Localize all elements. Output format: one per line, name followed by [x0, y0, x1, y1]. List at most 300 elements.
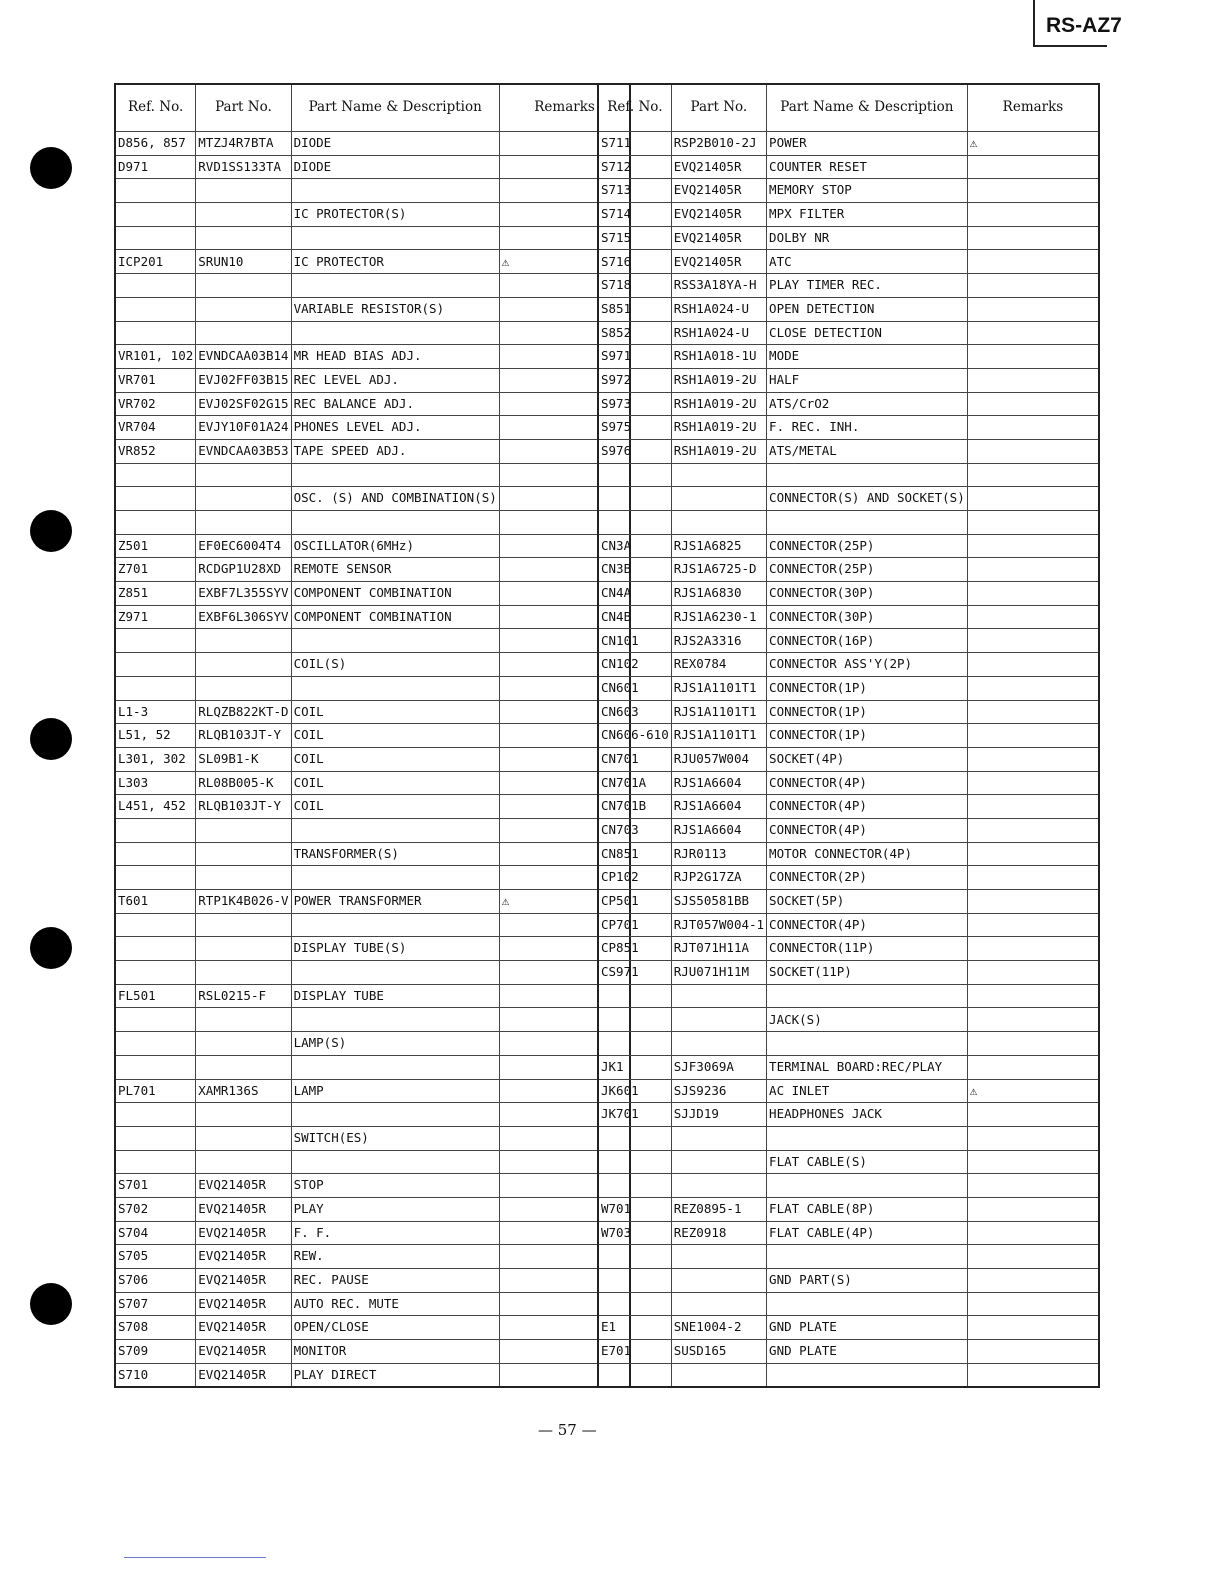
description-cell: FLAT CABLE(4P) [767, 1221, 968, 1245]
remarks-cell [967, 179, 1099, 203]
table-row [115, 984, 630, 1008]
ref-no-cell [598, 1008, 671, 1032]
table-row [598, 1197, 1099, 1221]
part-no-cell: EVQ21405R [196, 1269, 291, 1293]
part-no-cell: RSH1A024-U [671, 321, 766, 345]
part-no-cell [196, 487, 291, 511]
table-row [115, 439, 630, 463]
part-no-cell: EVQ21405R [196, 1292, 291, 1316]
remarks-cell [967, 1245, 1099, 1269]
ref-no-cell: T601 [115, 890, 196, 914]
remarks-cell [967, 558, 1099, 582]
part-no-cell: RJS1A6604 [671, 818, 766, 842]
ref-no-cell [115, 179, 196, 203]
table-row [598, 1221, 1099, 1245]
remarks-cell [967, 321, 1099, 345]
table-row [598, 937, 1099, 961]
part-no-cell: RJS1A6825 [671, 534, 766, 558]
remarks-cell [967, 250, 1099, 274]
description-cell: PLAY TIMER REC. [767, 274, 968, 298]
remarks-cell [967, 1174, 1099, 1198]
ref-no-cell: VR852 [115, 439, 196, 463]
table-row [115, 487, 630, 511]
part-no-cell: SJS9236 [671, 1079, 766, 1103]
ref-no-cell: L51, 52 [115, 724, 196, 748]
ref-no-cell: Z851 [115, 582, 196, 606]
ref-no-cell: S711 [598, 132, 671, 156]
part-no-cell: RCDGP1U28XD [196, 558, 291, 582]
part-no-cell: EVQ21405R [196, 1174, 291, 1198]
table-row [598, 890, 1099, 914]
part-no-cell [196, 1055, 291, 1079]
ref-no-cell: S718 [598, 274, 671, 298]
table-row [115, 818, 630, 842]
description-cell: OSC. (S) AND COMBINATION(S) [291, 487, 499, 511]
description-cell [291, 629, 499, 653]
ref-no-cell: CN3B [598, 558, 671, 582]
part-no-cell [671, 1008, 766, 1032]
ref-no-cell: VR702 [115, 392, 196, 416]
table-row [598, 297, 1099, 321]
table-row [598, 1340, 1099, 1364]
ref-no-cell: ICP201 [115, 250, 196, 274]
part-no-cell: RVD1SS133TA [196, 155, 291, 179]
remarks-cell [967, 1126, 1099, 1150]
page-number: — 57 — [538, 1421, 597, 1439]
remarks-cell [967, 605, 1099, 629]
description-cell: FLAT CABLE(S) [767, 1150, 968, 1174]
table-row [115, 274, 630, 298]
table-row [115, 250, 630, 274]
ref-no-cell: S707 [115, 1292, 196, 1316]
table-row [115, 1103, 630, 1127]
ref-no-cell: D856, 857 [115, 132, 196, 156]
description-cell [291, 179, 499, 203]
part-no-cell: SJF3069A [671, 1055, 766, 1079]
punch-hole [30, 147, 72, 189]
description-cell: COIL(S) [291, 653, 499, 677]
table-row [598, 392, 1099, 416]
part-no-cell [671, 1292, 766, 1316]
ref-no-cell: CN3A [598, 534, 671, 558]
table-row [598, 818, 1099, 842]
header-part-no: Part No. [196, 84, 291, 132]
table-row [598, 1316, 1099, 1340]
description-cell: DISPLAY TUBE(S) [291, 937, 499, 961]
remarks-cell [967, 1269, 1099, 1293]
part-no-cell [196, 913, 291, 937]
part-no-cell: RJS1A6604 [671, 795, 766, 819]
table-row [598, 132, 1099, 156]
parts-table-left [114, 83, 631, 1388]
table-row [115, 700, 630, 724]
table-row [598, 1363, 1099, 1387]
remarks-cell [967, 368, 1099, 392]
header-description: Part Name & Description [291, 84, 499, 132]
table-row [598, 866, 1099, 890]
description-cell [767, 984, 968, 1008]
description-cell: DIODE [291, 132, 499, 156]
part-no-cell: EVQ21405R [671, 179, 766, 203]
ref-no-cell: CN701A [598, 771, 671, 795]
table-row [115, 1079, 630, 1103]
header-ref-no: Ref. No. [598, 84, 671, 132]
description-cell: CONNECTOR(25P) [767, 534, 968, 558]
table-row [598, 1245, 1099, 1269]
remarks-cell [967, 913, 1099, 937]
table-row [598, 155, 1099, 179]
description-cell: REW. [291, 1245, 499, 1269]
ref-no-cell [598, 1174, 671, 1198]
description-cell: CONNECTOR(11P) [767, 937, 968, 961]
description-cell: F. F. [291, 1221, 499, 1245]
description-cell: CONNECTOR(30P) [767, 605, 968, 629]
description-cell: DIODE [291, 155, 499, 179]
description-cell: REC BALANCE ADJ. [291, 392, 499, 416]
description-cell [767, 1245, 968, 1269]
ref-no-cell: CN606-610 [598, 724, 671, 748]
ref-no-cell: CN703 [598, 818, 671, 842]
ref-no-cell: S705 [115, 1245, 196, 1269]
table-row [115, 345, 630, 369]
description-cell: ATS/CrO2 [767, 392, 968, 416]
table-row [598, 913, 1099, 937]
description-cell: COUNTER RESET [767, 155, 968, 179]
part-no-cell [671, 487, 766, 511]
table-row [598, 274, 1099, 298]
ref-no-cell [115, 937, 196, 961]
table-row [115, 1245, 630, 1269]
description-cell: TAPE SPEED ADJ. [291, 439, 499, 463]
part-no-cell: RLQB103JT-Y [196, 724, 291, 748]
ref-no-cell [598, 511, 671, 535]
warning-icon: ⚠ [967, 132, 1099, 156]
description-cell: FLAT CABLE(8P) [767, 1197, 968, 1221]
table-row [598, 534, 1099, 558]
part-no-cell: RL08B005-K [196, 771, 291, 795]
description-cell [767, 1292, 968, 1316]
remarks-cell [967, 724, 1099, 748]
part-no-cell: EVQ21405R [671, 155, 766, 179]
table-row [115, 226, 630, 250]
remarks-cell [967, 1197, 1099, 1221]
parts-table-right [597, 83, 1100, 1388]
part-no-cell: RSH1A019-2U [671, 392, 766, 416]
table-row [115, 890, 630, 914]
part-no-cell: EVQ21405R [196, 1197, 291, 1221]
part-no-cell: RJS1A6830 [671, 582, 766, 606]
description-cell: IC PROTECTOR(S) [291, 203, 499, 227]
part-no-cell: EXBF6L306SYV [196, 605, 291, 629]
description-cell: ATC [767, 250, 968, 274]
part-no-cell: EVQ21405R [196, 1221, 291, 1245]
description-cell: CONNECTOR(16P) [767, 629, 968, 653]
ref-no-cell: S976 [598, 439, 671, 463]
description-cell: LAMP [291, 1079, 499, 1103]
ref-no-cell: S710 [115, 1363, 196, 1387]
table-row [598, 700, 1099, 724]
description-cell: OPEN DETECTION [767, 297, 968, 321]
table-row [115, 866, 630, 890]
description-cell: REC LEVEL ADJ. [291, 368, 499, 392]
table-row [598, 1174, 1099, 1198]
description-cell: CONNECTOR(30P) [767, 582, 968, 606]
table-row [598, 1079, 1099, 1103]
table-row [598, 629, 1099, 653]
ref-no-cell: JK701 [598, 1103, 671, 1127]
part-no-cell: EVJ02FF03B15 [196, 368, 291, 392]
part-no-cell: RJU057W004 [671, 747, 766, 771]
ref-no-cell: E701 [598, 1340, 671, 1364]
ref-no-cell: S701 [115, 1174, 196, 1198]
ref-no-cell: VR704 [115, 416, 196, 440]
part-no-cell [196, 818, 291, 842]
remarks-cell [967, 1150, 1099, 1174]
description-cell: MONITOR [291, 1340, 499, 1364]
table-row [598, 984, 1099, 1008]
ref-no-cell: Z701 [115, 558, 196, 582]
table-row [115, 558, 630, 582]
description-cell: MR HEAD BIAS ADJ. [291, 345, 499, 369]
ref-no-cell [598, 1269, 671, 1293]
table-row [115, 297, 630, 321]
ref-no-cell [115, 842, 196, 866]
description-cell: CONNECTOR(1P) [767, 700, 968, 724]
description-cell [291, 1103, 499, 1127]
ref-no-cell: S708 [115, 1316, 196, 1340]
warning-icon: ⚠ [499, 250, 630, 274]
remarks-cell [967, 842, 1099, 866]
part-no-cell: RJU071H11M [671, 961, 766, 985]
part-no-cell [196, 1032, 291, 1056]
part-no-cell [196, 321, 291, 345]
ref-no-cell: Z971 [115, 605, 196, 629]
part-no-cell: RSP2B010-2J [671, 132, 766, 156]
table-row [598, 653, 1099, 677]
part-no-cell: RLQZB822KT-D [196, 700, 291, 724]
part-no-cell [671, 463, 766, 487]
remarks-cell [967, 937, 1099, 961]
remarks-cell [967, 1032, 1099, 1056]
description-cell: SOCKET(4P) [767, 747, 968, 771]
table-row [115, 511, 630, 535]
table-row [115, 724, 630, 748]
ref-no-cell [115, 463, 196, 487]
description-cell [291, 274, 499, 298]
table-row [115, 653, 630, 677]
table-row [115, 1055, 630, 1079]
ref-no-cell [598, 487, 671, 511]
part-no-cell [196, 463, 291, 487]
description-cell [291, 226, 499, 250]
part-no-cell: RSH1A018-1U [671, 345, 766, 369]
ref-no-cell [115, 676, 196, 700]
remarks-cell [967, 676, 1099, 700]
warning-icon: ⚠ [967, 1079, 1099, 1103]
remarks-cell [967, 771, 1099, 795]
description-cell: CONNECTOR(1P) [767, 676, 968, 700]
remarks-cell [967, 700, 1099, 724]
model-number: RS-AZ7 [1046, 14, 1122, 37]
description-cell [291, 961, 499, 985]
ref-no-cell: E1 [598, 1316, 671, 1340]
part-no-cell: RJS1A1101T1 [671, 724, 766, 748]
ref-no-cell: L451, 452 [115, 795, 196, 819]
table-row [598, 724, 1099, 748]
header-ref-no: Ref. No. [115, 84, 196, 132]
part-no-cell: RJP2G17ZA [671, 866, 766, 890]
ref-no-cell: S715 [598, 226, 671, 250]
ref-no-cell: CN851 [598, 842, 671, 866]
ref-no-cell [598, 984, 671, 1008]
ref-no-cell: CP102 [598, 866, 671, 890]
description-cell: MPX FILTER [767, 203, 968, 227]
ref-no-cell [115, 487, 196, 511]
description-cell [291, 1008, 499, 1032]
part-no-cell: SUSD165 [671, 1340, 766, 1364]
remarks-cell [967, 534, 1099, 558]
description-cell: COMPONENT COMBINATION [291, 582, 499, 606]
description-cell: COIL [291, 771, 499, 795]
description-cell: HEADPHONES JACK [767, 1103, 968, 1127]
punch-hole [30, 927, 72, 969]
part-no-cell [671, 1269, 766, 1293]
remarks-cell [967, 984, 1099, 1008]
table-row [598, 250, 1099, 274]
part-no-cell: SJJD19 [671, 1103, 766, 1127]
description-cell: OSCILLATOR(6MHz) [291, 534, 499, 558]
part-no-cell: XAMR136S [196, 1079, 291, 1103]
part-no-cell: SNE1004-2 [671, 1316, 766, 1340]
description-cell: CONNECTOR ASS'Y(2P) [767, 653, 968, 677]
remarks-cell [967, 392, 1099, 416]
table-row [115, 605, 630, 629]
footer-rule [124, 1557, 266, 1558]
ref-no-cell [115, 226, 196, 250]
part-no-cell [196, 226, 291, 250]
description-cell: REC. PAUSE [291, 1269, 499, 1293]
part-no-cell: EVQ21405R [671, 250, 766, 274]
part-no-cell: SRUN10 [196, 250, 291, 274]
part-no-cell [671, 1032, 766, 1056]
ref-no-cell [115, 961, 196, 985]
description-cell: COIL [291, 747, 499, 771]
remarks-cell [967, 1221, 1099, 1245]
part-no-cell [671, 1150, 766, 1174]
ref-no-cell: S972 [598, 368, 671, 392]
table-row [598, 582, 1099, 606]
ref-no-cell [115, 866, 196, 890]
table-row [115, 179, 630, 203]
table-row [598, 463, 1099, 487]
table-row [115, 582, 630, 606]
table-row [115, 1174, 630, 1198]
ref-no-cell: L303 [115, 771, 196, 795]
description-cell: F. REC. INH. [767, 416, 968, 440]
table-row [115, 629, 630, 653]
ref-no-cell: CP701 [598, 913, 671, 937]
remarks-cell [967, 416, 1099, 440]
table-row [115, 842, 630, 866]
description-cell [291, 1150, 499, 1174]
description-cell [767, 1174, 968, 1198]
header-description: Part Name & Description [767, 84, 968, 132]
remarks-cell [967, 795, 1099, 819]
ref-no-cell [115, 274, 196, 298]
ref-no-cell: S851 [598, 297, 671, 321]
ref-no-cell: W701 [598, 1197, 671, 1221]
remarks-cell [967, 1363, 1099, 1387]
part-no-cell: EVQ21405R [196, 1245, 291, 1269]
table-row [115, 1292, 630, 1316]
description-cell [291, 676, 499, 700]
ref-no-cell: CP851 [598, 937, 671, 961]
description-cell: GND PLATE [767, 1316, 968, 1340]
part-no-cell: EVQ21405R [671, 203, 766, 227]
table-row [115, 676, 630, 700]
part-no-cell: EVQ21405R [196, 1316, 291, 1340]
ref-no-cell: S712 [598, 155, 671, 179]
part-no-cell: RSH1A019-2U [671, 439, 766, 463]
remarks-cell [967, 155, 1099, 179]
description-cell: CONNECTOR(2P) [767, 866, 968, 890]
table-row [598, 771, 1099, 795]
ref-no-cell [115, 818, 196, 842]
description-cell: GND PART(S) [767, 1269, 968, 1293]
remarks-cell [967, 1008, 1099, 1032]
table-row [598, 1103, 1099, 1127]
table-row [598, 1126, 1099, 1150]
ref-no-cell [598, 1245, 671, 1269]
part-no-cell: RLQB103JT-Y [196, 795, 291, 819]
punch-hole [30, 718, 72, 760]
ref-no-cell: CN601 [598, 676, 671, 700]
remarks-cell [967, 866, 1099, 890]
table-row [598, 511, 1099, 535]
description-cell: MOTOR CONNECTOR(4P) [767, 842, 968, 866]
ref-no-cell: Z501 [115, 534, 196, 558]
header-part-no: Part No. [671, 84, 766, 132]
description-cell [767, 1126, 968, 1150]
remarks-cell [967, 629, 1099, 653]
part-no-cell [196, 629, 291, 653]
description-cell: SWITCH(ES) [291, 1126, 499, 1150]
remarks-cell [967, 1340, 1099, 1364]
part-no-cell: RTP1K4B026-V [196, 890, 291, 914]
table-row [598, 1055, 1099, 1079]
ref-no-cell: S852 [598, 321, 671, 345]
table-row [115, 132, 630, 156]
ref-no-cell: JK601 [598, 1079, 671, 1103]
table-row [115, 1316, 630, 1340]
ref-no-cell: S971 [598, 345, 671, 369]
part-no-cell [671, 1363, 766, 1387]
ref-no-cell: VR101, 102 [115, 345, 196, 369]
description-cell [291, 818, 499, 842]
table-row [598, 605, 1099, 629]
part-no-cell: RSH1A024-U [671, 297, 766, 321]
table-row [598, 795, 1099, 819]
table-row [598, 1292, 1099, 1316]
description-cell: COIL [291, 700, 499, 724]
ref-no-cell: S706 [115, 1269, 196, 1293]
part-no-cell: REZ0918 [671, 1221, 766, 1245]
part-no-cell: RJS1A6604 [671, 771, 766, 795]
description-cell: GND PLATE [767, 1340, 968, 1364]
table-row [115, 1150, 630, 1174]
description-cell [291, 321, 499, 345]
part-no-cell [196, 203, 291, 227]
